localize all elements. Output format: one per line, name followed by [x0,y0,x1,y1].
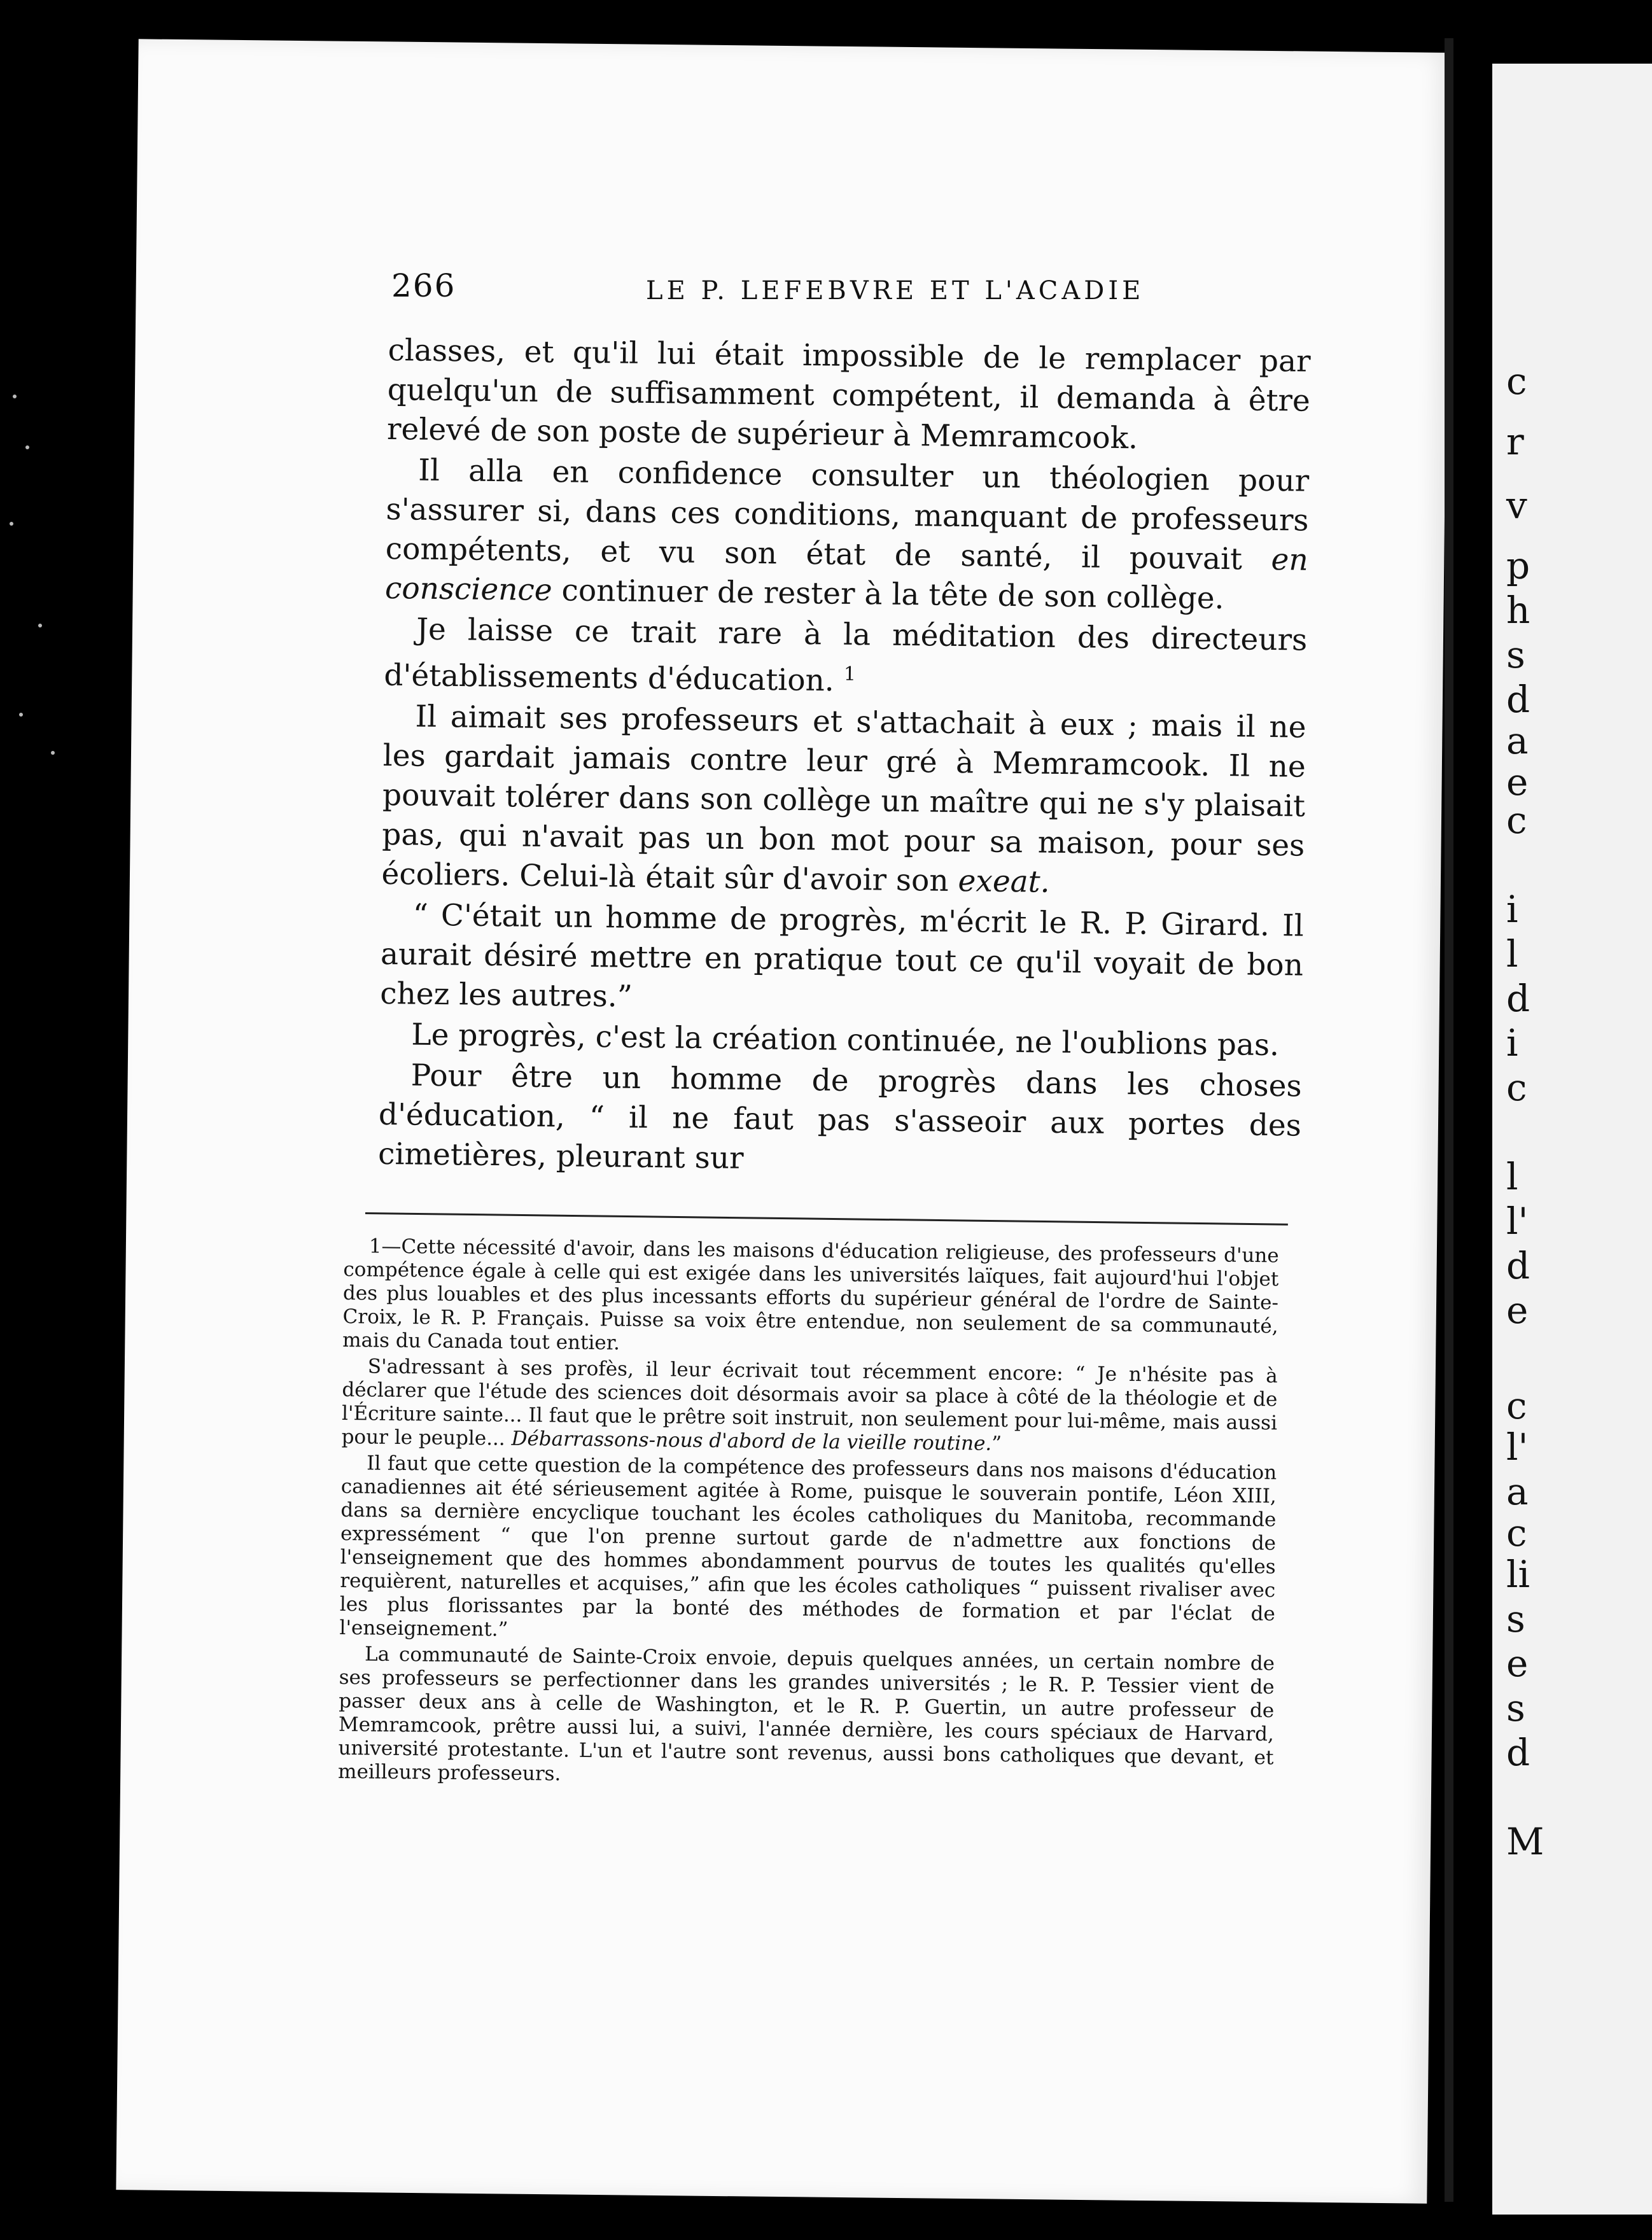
facing-page-fragment: e [1506,1642,1529,1685]
paragraph-text: continuer de rester à la tête de son collège. [552,573,1224,617]
facing-page-fragment: c [1506,1066,1527,1109]
footnote-paragraph [339,1452,1277,1649]
facing-page-fragment: d [1506,678,1530,721]
facing-page-fragment: d [1506,977,1530,1020]
page-number: 266 [391,267,456,304]
facing-page-fragment: l [1506,932,1518,976]
footnote-text: S'adressant à ses profès, il leur écrivait tout récemment encore: “ Je n'hésite pas à déclarer que l'étude des sciences doit désormais avoir sa place à côté de la théologie et de l'Écriture sainte... Il faut que le prêtre soit instruit, non seulement pour lui-même, mais aussi pour le peuple... [341,1355,1278,1450]
facing-page-fragment: c [1506,1384,1527,1427]
facing-page-fragment: s [1506,633,1525,676]
page-gutter [1445,38,1453,2202]
footnote-emphasis: Débarrassons-nous d'abord de la vieille routine. [511,1427,992,1455]
paragraph [378,1056,1302,1186]
footnote-text: La communauté de Sainte-Croix envoie, depuis quelques années, un certain nombre de ses professeurs se perfectionner dans les grandes universités ; le R. P. Tessier vient de passer deux ans à celle de Washington, et le R. P. Guertin, un autre professeur de Memramcook, prêtre aussi lui, a suivi, l'année dernière, les cours spéciaux de Harvard, université protestante. L'un et l'autre sont revenus, aussi bons catholiques que devant, et meilleurs professeurs. [337,1642,1275,1786]
footnote-text: ” [991,1432,1002,1455]
facing-page-fragment: c [1506,799,1527,842]
footnotes [338,1235,1279,1796]
facing-page-fragment: i [1506,1021,1518,1065]
paragraph [384,610,1308,706]
facing-page-fragment: i [1506,888,1518,931]
scan-noise [0,0,127,2240]
paragraph-text: Le progrès, c'est la création continuée, ne l'oublions pas. [411,1017,1280,1063]
facing-page-fragment: p [1506,544,1530,587]
main-text [378,331,1311,1186]
footnote-text: 1—Cette nécessité d'avoir, dans les maisons d'éducation religieuse, des professeurs d'une compétence égale à celle qui est exigée dans les universités laïques, fait aujourd'hui l'objet des plus louables et des plus incessants efforts du supérieur général de l'ordre de Sainte-Croix, le R. P. Français. Puisse sa voix être entendue, non seulement de sa communauté, mais du Canada tout entier. [342,1235,1279,1355]
facing-page-edge [1492,64,1652,2215]
facing-page-fragment: l' [1506,1425,1529,1469]
paragraph-text: Pour être un homme de progrès dans les choses d'éducation, “ il ne faut pas s'asseoir aux portes des cimetières, pleurant sur [377,1058,1302,1176]
facing-page-fragment: l [1506,1155,1518,1198]
facing-page-fragment: v [1506,484,1527,527]
facing-page-fragment: e [1506,1289,1529,1332]
paragraph-text: “ C'était un homme de progrès, m'écrit le R. P. Girard. Il aurait désiré mettre en pratique tout ce qu'il voyait de bon chez les autres.” [379,897,1305,1014]
facing-page-fragment: s [1506,1597,1525,1641]
facing-page-fragment: d [1506,1244,1530,1287]
facing-page-fragment: a [1506,1470,1529,1513]
facing-page-fragment: l' [1506,1200,1529,1243]
footnote-paragraph [338,1642,1275,1793]
paragraph [380,895,1304,1025]
facing-page-fragment: d [1506,1731,1530,1774]
paragraph-text: Il alla en confidence consulter un théologien pour s'assurer si, dans ces conditions, manquant de professeurs compétents, et vu son état de santé, il pouvait [385,452,1310,577]
facing-page-fragment: M [1506,1820,1544,1863]
paragraph-text: Je laisse ce trait rare à la méditation des directeurs d'établissements d'éducation. [384,612,1308,699]
footnote-paragraph [342,1235,1279,1362]
facing-page-fragment: r [1506,420,1524,463]
facing-page-fragment: c [1506,360,1527,403]
paragraph [387,331,1311,461]
footnote-text: Il faut que cette question de la compétence des professeurs dans nos maisons d'éducation canadiennes ait été sérieusement agitée à Rome, puisque le souverain pontife, Léon XIII, dans sa dernière encyclique touchant les écoles catholiques du Manitoba, recommande expressément “ que l'on prenne surtout garde de n'admettre aux fonctions de l'enseignement que des hommes abondamment pourvus de toutes les qualités qu'elles requièrent, naturelles et acquises,” afin que les écoles catholiques “ puissent rivaliser avec les plus florissantes par la bonté des méthodes de formation et par l'éclat de l'enseignement.” [339,1452,1277,1641]
facing-page-fragment: li [1506,1553,1530,1596]
paragraph [381,697,1306,906]
facing-page-fragment: h [1506,589,1530,632]
facing-page-fragment: c [1506,1511,1527,1555]
emphasis-text: en conscience [384,542,1309,608]
footnote-paragraph [341,1355,1277,1459]
paragraph-text: Il aimait ses professeurs et s'attachait à eux ; mais il ne les gardait jamais contre leur gré à Memramcook. Il ne pouvait tolérer dans son collège un maître qui ne s'y plaisait pas, qui n'avait pas un bon mot pour sa maison, pour ses écoliers. Celui-là était sûr d'avoir son [381,699,1306,899]
running-title: LE P. LEFEBVRE ET L'ACADIE [646,276,1145,305]
emphasis-text: exeat. [958,863,1050,900]
facing-page-fragment: a [1506,719,1529,762]
paragraph-text: classes, et qu'il lui était impossible de le remplacer par quelqu'un de suffisamment compétent, il demanda à être relevé de son poste de supérieur à Memramcook. [386,332,1311,456]
facing-page-fragment: e [1506,760,1529,804]
footnote-marker: 1 [843,662,857,686]
paragraph [385,451,1310,620]
facing-page-fragment: s [1506,1686,1525,1730]
